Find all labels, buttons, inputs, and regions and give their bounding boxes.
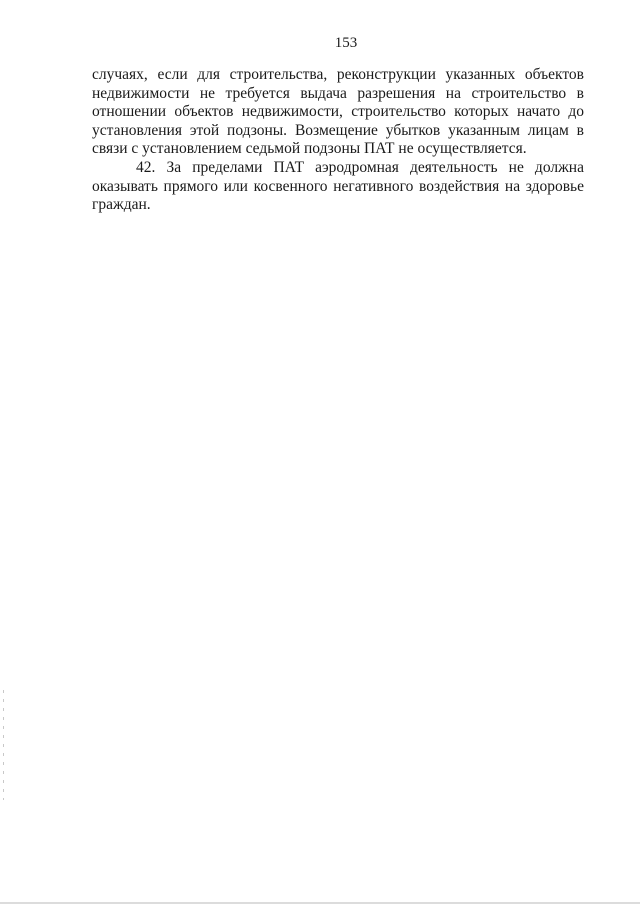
page-number: 153 bbox=[334, 35, 358, 51]
document-body bbox=[92, 66, 584, 215]
paragraph-continuation: случаях, если для строительства, реконструкции указанных объектов недвижимости не требуется выдача разрешения на строительство в отношении объектов недвижимости, строительство которых начато до установления этой подзоны. Возмещение убытков указанным лицам в связи с установлением седьмой подзоны ПАТ не осуществляется. bbox=[92, 66, 584, 158]
scan-bottom-edge bbox=[0, 902, 640, 904]
scan-edge-artifact bbox=[3, 690, 4, 800]
paragraph-item-42: 42. За пределами ПАТ аэродромная деятельность не должна оказывать прямого или косвенного негативного воздействия на здоровье граждан. bbox=[92, 158, 584, 214]
